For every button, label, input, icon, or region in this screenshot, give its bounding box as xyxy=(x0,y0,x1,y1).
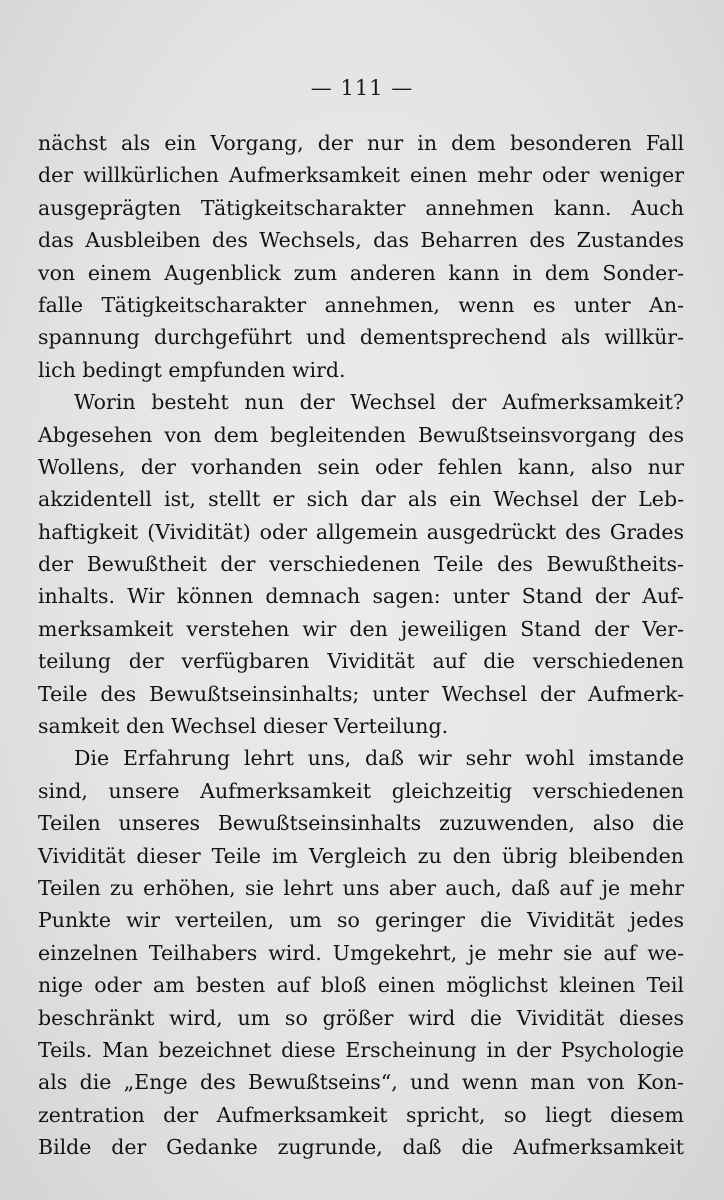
text-line: Wollens, der vorhanden sein oder fehlen kann, also nur xyxy=(38,454,684,479)
text-line: das Ausbleiben des Wechsels, das Beharren des Zustandes xyxy=(38,228,684,253)
text-line: ausgeprägten Tätigkeitscharakter annehmen kann. Auch xyxy=(38,195,684,220)
text-line: falle Tätigkeitscharakter annehmen, wenn es unter An- xyxy=(38,292,684,317)
text-line: inhalts. Wir können demnach sagen: unter Stand der Auf- xyxy=(38,584,684,609)
text-line: von einem Augenblick zum anderen kann in dem Sonder- xyxy=(38,260,684,285)
text-line: einzelnen Teilhabers wird. Umgekehrt, je mehr sie auf we- xyxy=(38,940,684,965)
text-line: nächst als ein Vorgang, der nur in dem besonderen Fall xyxy=(38,131,684,155)
text-line: als die „Enge des Bewußtseins“, und wenn man von Kon- xyxy=(38,1070,684,1095)
text-line: Vividität dieser Teile im Vergleich zu den übrig bleibenden xyxy=(38,843,684,868)
text-line: Bilde der Gedanke zugrunde, daß die Aufmerksamkeit xyxy=(38,1135,684,1160)
text-line: Teilen zu erhöhen, sie lehrt uns aber auch, daß auf je mehr xyxy=(38,875,684,900)
text-line: Worin besteht nun der Wechsel der Aufmerksamkeit? xyxy=(74,390,684,415)
text-line: Teile des Bewußtseinsinhalts; unter Wechsel der Aufmerk- xyxy=(38,681,684,706)
text-line: haftigkeit (Vividität) oder allgemein ausgedrückt des Grades xyxy=(38,519,684,544)
text-line: sind, unsere Aufmerksamkeit gleichzeitig verschiedenen xyxy=(38,778,684,803)
text-line: lich bedingt empfunden wird. xyxy=(38,357,346,382)
text-line: Punkte wir verteilen, um so geringer die Vividität jedes xyxy=(38,908,684,933)
text-line: zentration der Aufmerksamkeit spricht, so liegt diesem xyxy=(38,1102,684,1127)
text-line: akzidentell ist, stellt er sich dar als ein Wechsel der Leb- xyxy=(38,487,684,512)
page-number: — 111 — xyxy=(310,76,414,100)
text-line: Teilen unseres Bewußtseinsinhalts zuzuwenden, also die xyxy=(38,811,684,836)
text-line: der willkürlichen Aufmerksamkeit einen mehr oder weniger xyxy=(38,163,684,188)
text-line: Teils. Man bezeichnet diese Erscheinung in der Psychologie xyxy=(38,1037,684,1062)
body-text xyxy=(38,127,684,1164)
text-line: samkeit den Wechsel dieser Verteilung. xyxy=(38,714,449,739)
text-line: beschränkt wird, um so größer wird die Vividität dieses xyxy=(38,1005,684,1030)
text-line: Die Erfahrung lehrt uns, daß wir sehr wohl imstande xyxy=(74,746,684,771)
text-line: merksamkeit verstehen wir den jeweiligen Stand der Ver- xyxy=(38,616,684,641)
text-line: nige oder am besten auf bloß einen möglichst kleinen Teil xyxy=(38,973,684,998)
text-line: der Bewußtheit der verschiedenen Teile des Bewußtheits- xyxy=(38,552,684,577)
text-line: teilung der verfügbaren Vividität auf die verschiedenen xyxy=(38,649,684,674)
text-line: Abgesehen von dem begleitenden Bewußtseinsvorgang des xyxy=(38,422,684,447)
text-line: spannung durchgeführt und dementsprechend als willkür- xyxy=(38,325,684,350)
